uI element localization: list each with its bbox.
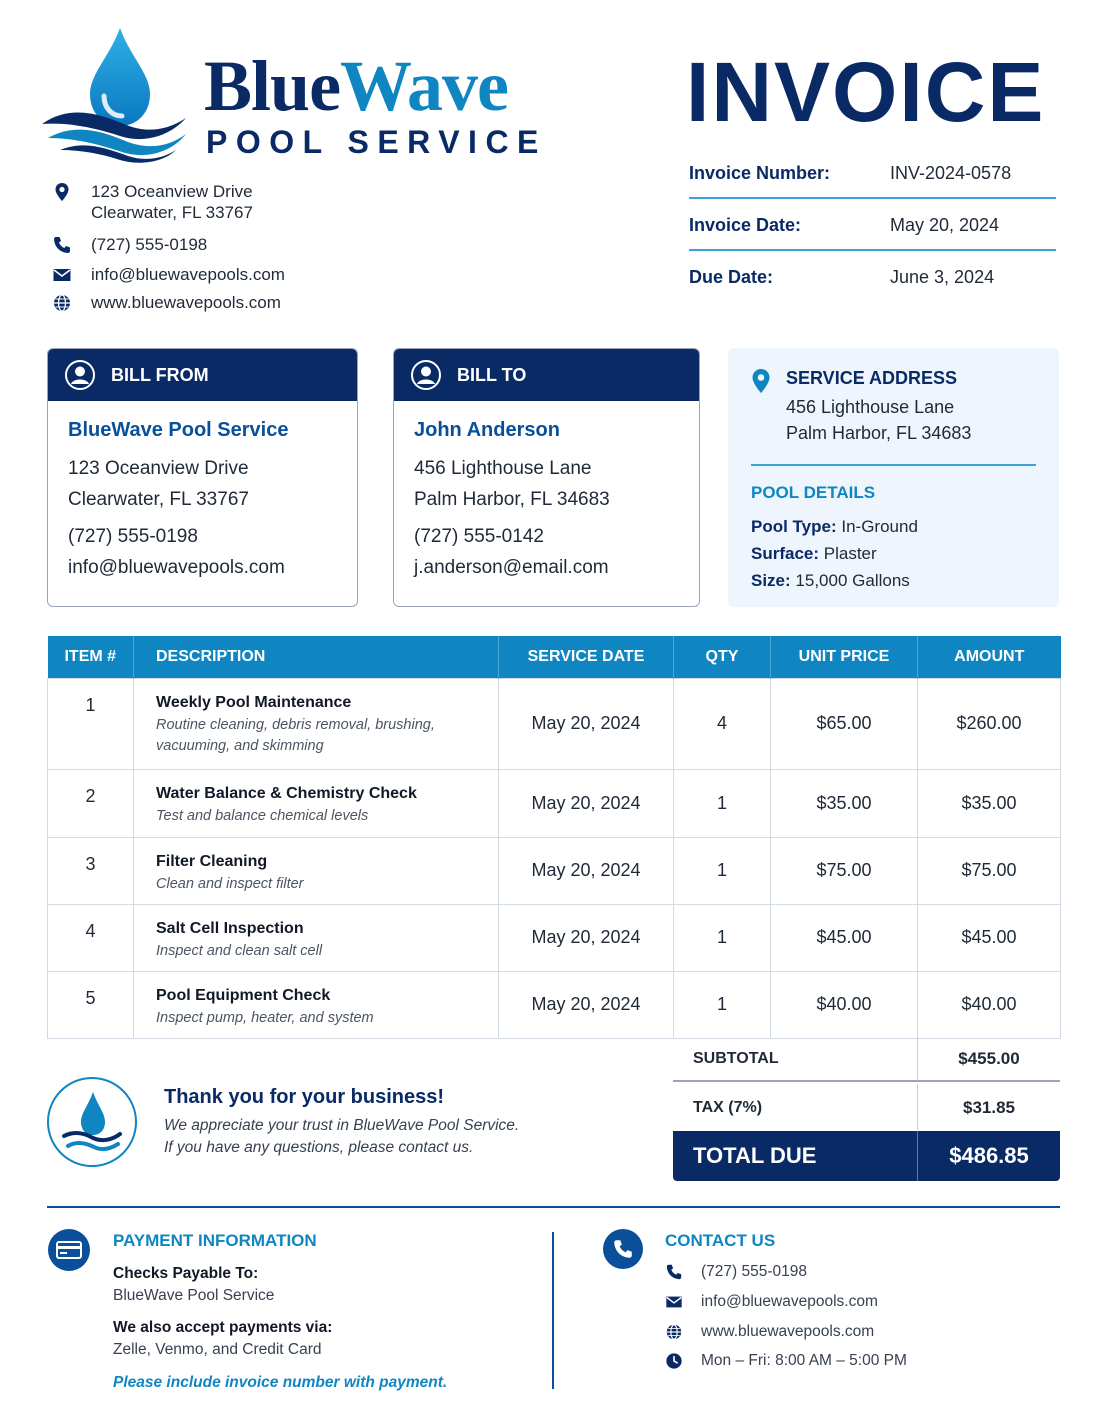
total-due-label: TOTAL DUE (673, 1131, 918, 1181)
bill-to-email[interactable]: j.anderson@email.com (414, 557, 609, 578)
bill-from-email[interactable]: info@bluewavepools.com (68, 557, 285, 578)
row-detail: Clean and inspect filter (156, 875, 304, 892)
invoice-date-label: Invoice Date: (689, 214, 802, 235)
row-description (134, 971, 499, 1038)
contact-hours-text: Mon – Fri: 8:00 AM – 5:00 PM (701, 1352, 907, 1369)
contact-website-text[interactable]: www.bluewavepools.com (701, 1323, 875, 1340)
row-amount: $35.00 (918, 769, 1061, 837)
row-description (134, 904, 499, 971)
row-item-number: 5 (48, 971, 134, 1038)
col-header-amount: AMOUNT (918, 636, 1061, 678)
row-amount: $75.00 (918, 837, 1061, 904)
bill-to-heading: BILL TO (457, 364, 527, 385)
phone-icon (52, 235, 72, 255)
pool-size-value: 15,000 Gallons (795, 571, 910, 590)
company-address-line1: 123 Oceanview Drive (91, 182, 253, 201)
row-qty: 1 (674, 837, 771, 904)
row-amount: $45.00 (918, 904, 1061, 971)
bill-from-line2: Clearwater, FL 33767 (68, 489, 249, 510)
company-address (52, 181, 253, 223)
bill-to-line2: Palm Harbor, FL 34683 (414, 489, 610, 510)
table-row (48, 678, 1061, 769)
col-header-description: DESCRIPTION (134, 636, 499, 678)
row-description (134, 837, 499, 904)
clock-icon (665, 1352, 683, 1370)
row-title: Pool Equipment Check (156, 986, 331, 1004)
tax-label: TAX (7%) (673, 1084, 918, 1131)
row-date: May 20, 2024 (499, 971, 674, 1038)
bill-to-card (393, 348, 700, 607)
envelope-icon (52, 265, 72, 285)
row-date: May 20, 2024 (499, 769, 674, 837)
bill-to-phone: (727) 555-0142 (414, 526, 544, 547)
company-email-text[interactable]: info@bluewavepools.com (91, 265, 285, 284)
due-date-value: June 3, 2024 (890, 266, 995, 287)
tax-row (673, 1084, 1060, 1131)
payment-methods-value: Zelle, Venmo, and Credit Card (113, 1341, 322, 1358)
payment-methods-label: We also accept payments via: (113, 1319, 333, 1336)
service-address-line1: 456 Lighthouse Lane (786, 397, 955, 417)
row-item-number: 1 (48, 678, 134, 769)
footer-column-divider (552, 1232, 554, 1389)
payable-to-value: BlueWave Pool Service (113, 1287, 275, 1304)
brand-tagline: POOL SERVICE (206, 124, 547, 160)
row-qty: 4 (674, 678, 771, 769)
due-date-label: Due Date: (689, 266, 774, 287)
col-header-unit-price: UNIT PRICE (771, 636, 918, 678)
total-due-value: $486.85 (949, 1143, 1029, 1168)
row-item-number: 4 (48, 904, 134, 971)
row-title: Weekly Pool Maintenance (156, 693, 352, 711)
bill-from-heading: BILL FROM (111, 364, 209, 385)
row-date: May 20, 2024 (499, 837, 674, 904)
total-due-row (673, 1131, 1060, 1181)
row-unit-price: $35.00 (771, 769, 918, 837)
pool-surface-label: Surface: (751, 544, 820, 563)
contact-email-text[interactable]: info@bluewavepools.com (701, 1293, 878, 1310)
pool-surface (751, 540, 877, 567)
row-unit-price: $65.00 (771, 678, 918, 769)
water-drop-logo (40, 26, 190, 164)
invoice-date-row (689, 199, 1056, 251)
company-phone-text: (727) 555-0198 (91, 235, 208, 254)
pool-surface-value: Plaster (823, 544, 877, 563)
pool-size-label: Size: (751, 571, 791, 590)
service-address-box (728, 348, 1059, 607)
globe-icon (665, 1323, 683, 1341)
row-detail: Inspect pump, heater, and system (156, 1009, 374, 1026)
due-date-row (689, 251, 1056, 303)
row-description (134, 678, 499, 769)
table-header-row (48, 636, 1061, 678)
row-unit-price: $45.00 (771, 904, 918, 971)
row-qty: 1 (674, 769, 771, 837)
company-website (52, 292, 281, 313)
col-header-service-date: SERVICE DATE (499, 636, 674, 678)
invoice-number-value: INV-2024-0578 (890, 162, 1012, 183)
row-unit-price: $40.00 (771, 971, 918, 1038)
subtotal-row (673, 1038, 1060, 1082)
company-address-line2: Clearwater, FL 33767 (91, 203, 253, 222)
thank-you-line1: We appreciate your trust in BlueWave Pool Service. (164, 1117, 520, 1134)
row-item-number: 2 (48, 769, 134, 837)
row-title: Salt Cell Inspection (156, 919, 304, 937)
line-items-table (47, 636, 1061, 1039)
invoice-title: INVOICE (686, 45, 1046, 139)
service-address-line2: Palm Harbor, FL 34683 (786, 423, 972, 443)
pool-type (751, 513, 918, 540)
service-divider (751, 464, 1036, 466)
row-qty: 1 (674, 904, 771, 971)
col-header-item: ITEM # (48, 636, 134, 678)
contact-phone (665, 1263, 807, 1281)
invoice-number-label: Invoice Number: (689, 162, 831, 183)
phone-icon (612, 1238, 634, 1260)
pool-size (751, 567, 910, 594)
row-date: May 20, 2024 (499, 678, 674, 769)
tax-value: $31.85 (963, 1097, 1015, 1117)
row-unit-price: $75.00 (771, 837, 918, 904)
pool-type-value: In-Ground (841, 517, 918, 536)
phone-icon (665, 1263, 683, 1281)
bill-to-line1: 456 Lighthouse Lane (414, 458, 592, 479)
bill-from-line1: 123 Oceanview Drive (68, 458, 249, 479)
payment-note: Please include invoice number with payment. (113, 1374, 448, 1391)
bill-to-name: John Anderson (414, 419, 560, 441)
credit-card-icon (56, 1240, 82, 1260)
service-address-heading: SERVICE ADDRESS (786, 368, 958, 388)
contact-website (665, 1323, 874, 1341)
row-amount: $260.00 (918, 678, 1061, 769)
company-phone (52, 234, 207, 255)
footer-divider (47, 1206, 1060, 1208)
table-row (48, 904, 1061, 971)
contact-badge (603, 1229, 643, 1269)
contact-email (665, 1293, 878, 1311)
thank-you-line2: If you have any questions, please contact us. (164, 1139, 474, 1156)
user-circle-icon (64, 359, 96, 391)
location-pin-icon (52, 182, 72, 202)
row-description (134, 769, 499, 837)
row-date: May 20, 2024 (499, 904, 674, 971)
user-circle-icon (410, 359, 442, 391)
location-pin-icon (750, 368, 772, 394)
bill-from-card (47, 348, 358, 607)
bill-from-name: BlueWave Pool Service (68, 419, 289, 441)
brand-name: BlueWave (204, 46, 509, 126)
bill-from-phone: (727) 555-0198 (68, 526, 198, 547)
row-qty: 1 (674, 971, 771, 1038)
globe-icon (52, 293, 72, 313)
row-detail: Inspect and clean salt cell (156, 942, 323, 959)
subtotal-value: $455.00 (958, 1049, 1020, 1068)
payment-heading: PAYMENT INFORMATION (113, 1231, 317, 1250)
company-email (52, 264, 285, 285)
row-amount: $40.00 (918, 971, 1061, 1038)
row-title: Water Balance & Chemistry Check (156, 784, 417, 802)
row-detail: vacuuming, and skimming (156, 737, 324, 754)
row-title: Filter Cleaning (156, 852, 268, 870)
pool-type-label: Pool Type: (751, 517, 837, 536)
invoice-number-row (689, 147, 1056, 199)
payment-badge (48, 1229, 90, 1271)
thank-you-title: Thank you for your business! (164, 1086, 445, 1108)
row-item-number: 3 (48, 837, 134, 904)
envelope-icon (665, 1293, 683, 1311)
bill-to-header (394, 349, 699, 401)
contact-heading: CONTACT US (665, 1231, 776, 1250)
row-detail: Routine cleaning, debris removal, brushing, (156, 716, 435, 733)
contact-phone-text: (727) 555-0198 (701, 1263, 807, 1280)
table-row (48, 769, 1061, 837)
row-detail: Test and balance chemical levels (156, 807, 369, 824)
table-row (48, 837, 1061, 904)
water-drop-badge-icon (46, 1076, 138, 1168)
table-row (48, 971, 1061, 1038)
col-header-qty: QTY (674, 636, 771, 678)
payable-to-label: Checks Payable To: (113, 1265, 259, 1282)
invoice-date-value: May 20, 2024 (890, 214, 1000, 235)
bill-from-header (48, 349, 357, 401)
subtotal-label: SUBTOTAL (673, 1038, 918, 1080)
contact-hours (665, 1352, 907, 1370)
company-website-text[interactable]: www.bluewavepools.com (91, 293, 281, 312)
pool-details-heading: POOL DETAILS (751, 483, 876, 502)
